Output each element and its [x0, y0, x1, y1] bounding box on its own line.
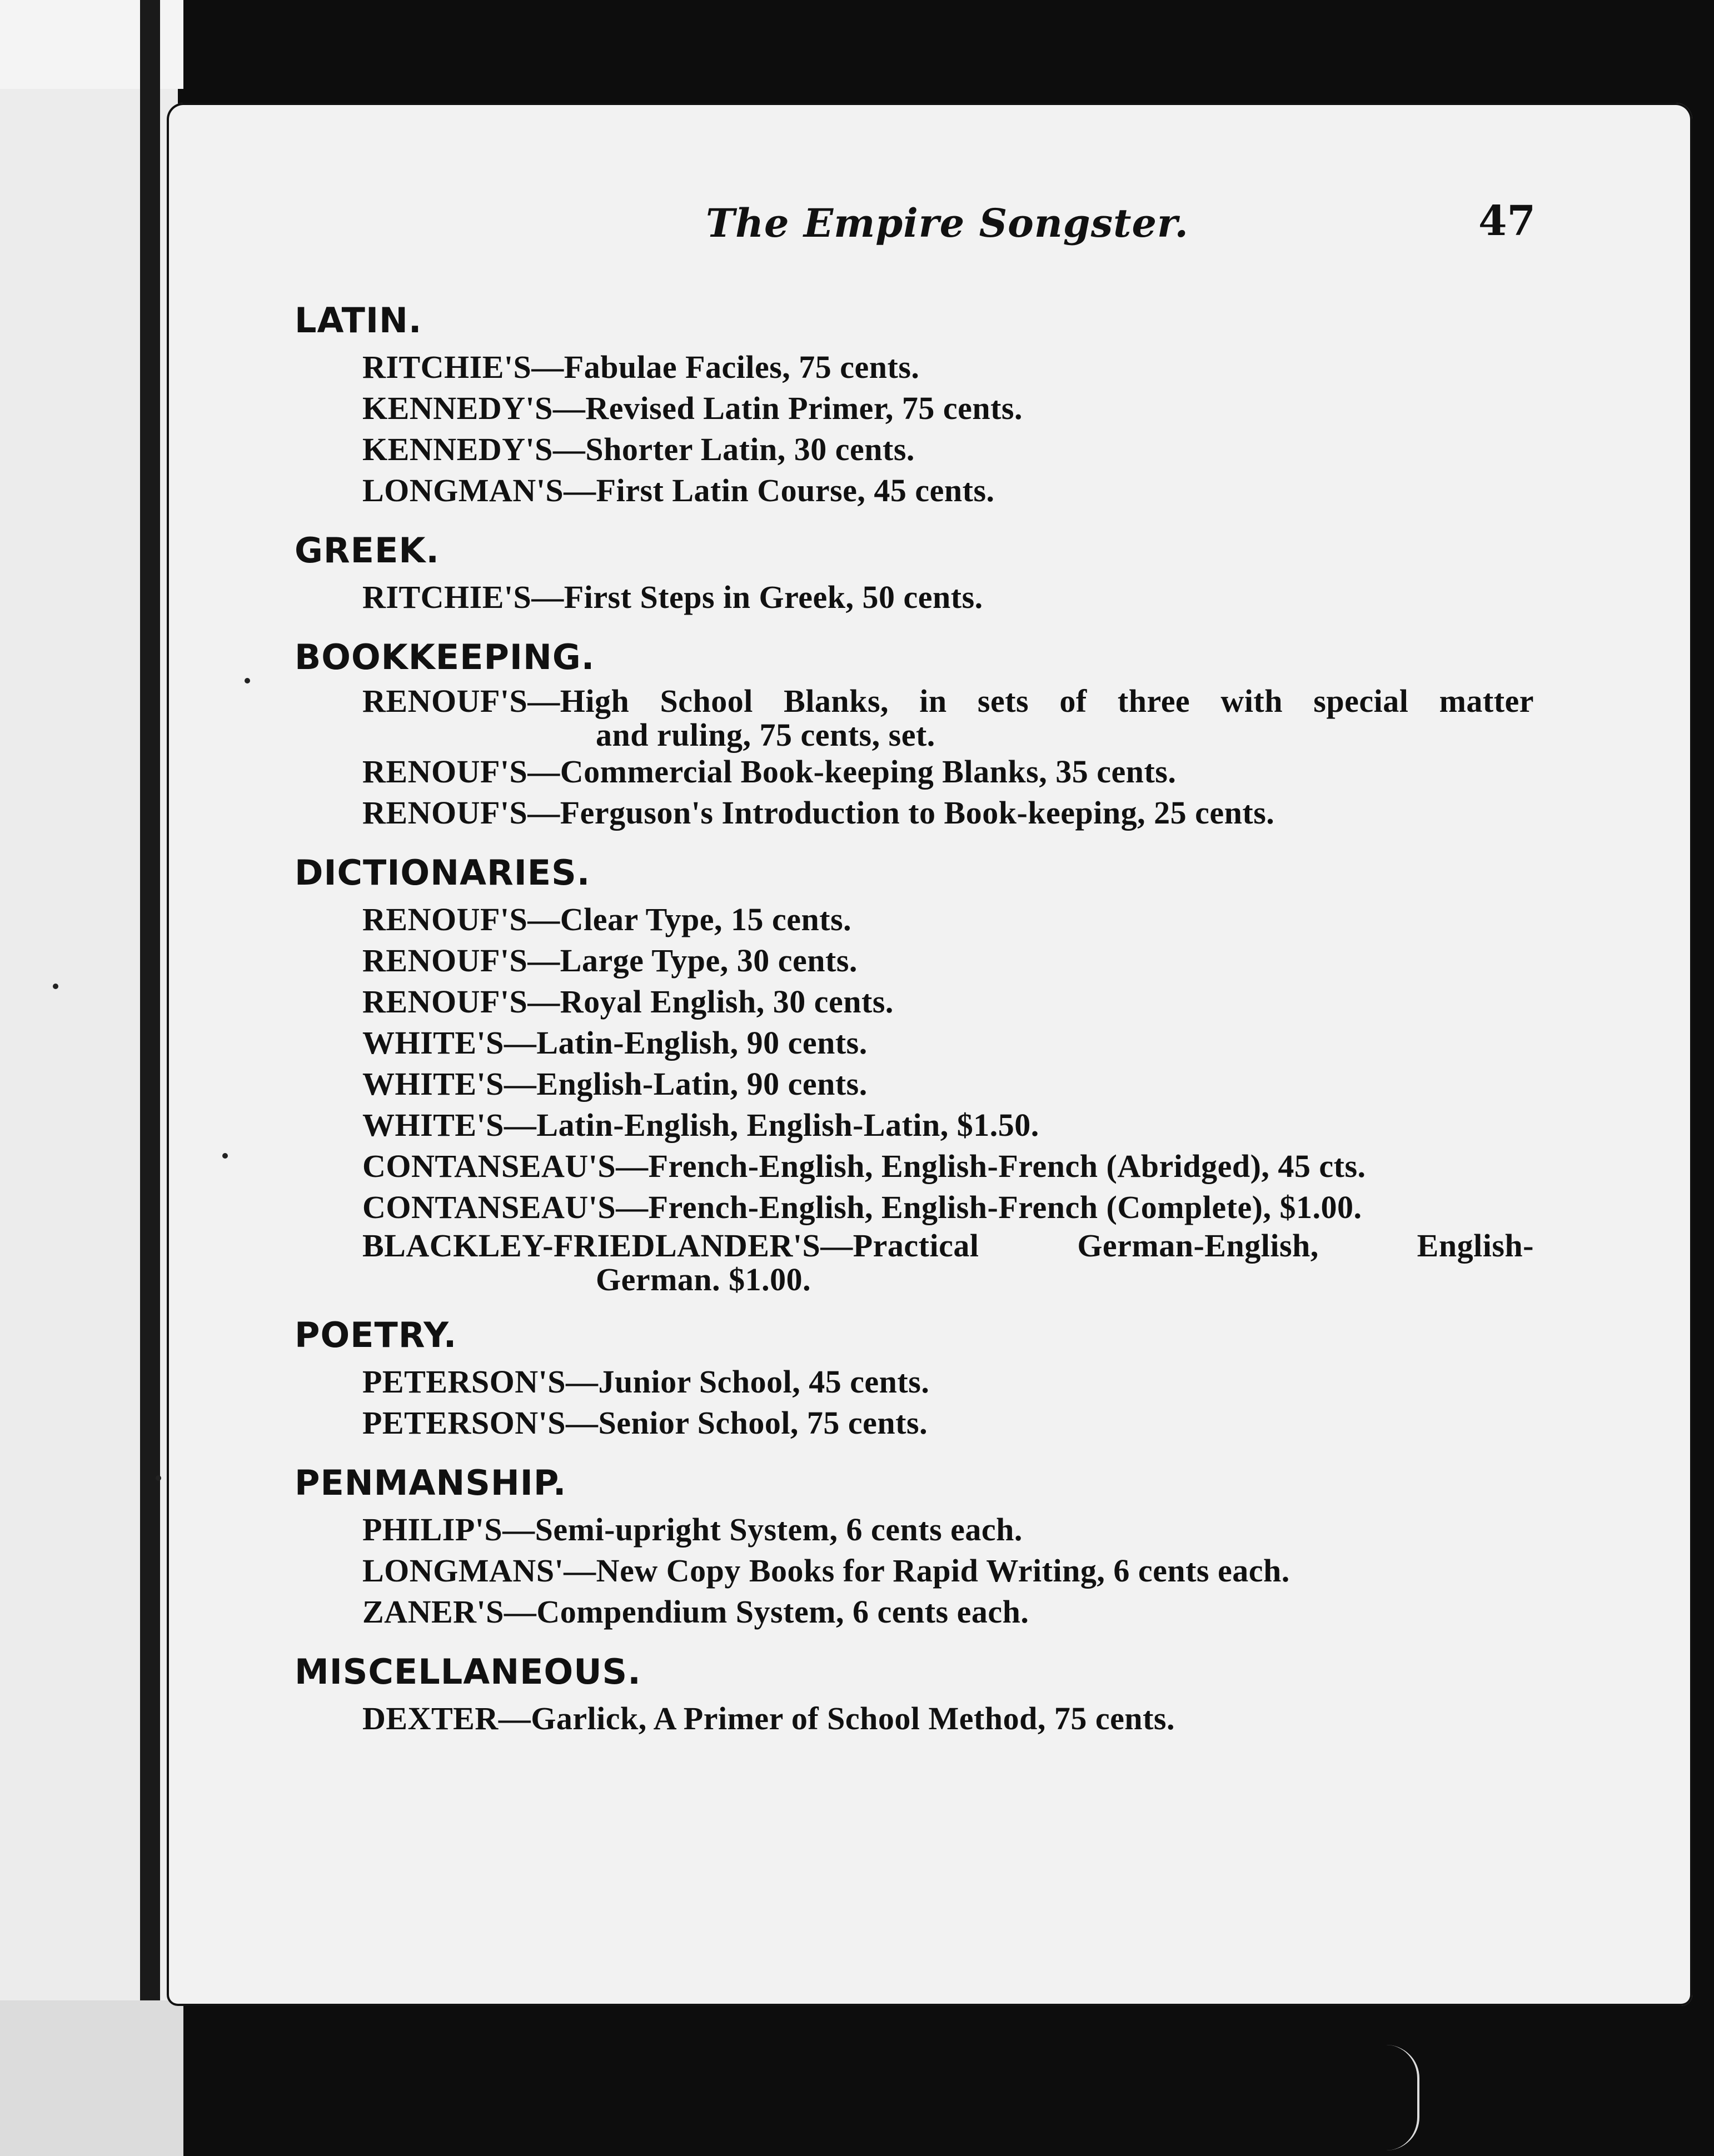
book-entry-continuation: and ruling, 75 cents, set. — [596, 717, 935, 753]
book-entry — [362, 940, 1534, 981]
book-entry-text: WHITE'S—Latin-English, 90 cents. — [362, 1025, 868, 1061]
book-entry — [362, 1187, 1534, 1228]
entry-list — [295, 1698, 1534, 1739]
section-heading: PENMANSHIP. — [295, 1463, 567, 1503]
book-entry — [362, 1228, 1534, 1296]
book-entry — [362, 388, 1534, 429]
book-entry — [362, 899, 1534, 940]
section — [295, 631, 1534, 834]
catalogue-listing — [295, 295, 1534, 1739]
book-entry — [362, 981, 1534, 1022]
book-entry — [362, 1361, 1534, 1403]
speck-mark — [156, 1475, 161, 1481]
section-heading: DICTIONARIES. — [295, 852, 591, 893]
book-entry-text: RENOUF'S—High School Blanks, in sets of three with special matter — [362, 683, 1534, 719]
book-entry-text: KENNEDY'S—Revised Latin Primer, 75 cents. — [362, 390, 1023, 426]
book-entry-text: CONTANSEAU'S—French-English, English-French (Complete), $1.00. — [362, 1189, 1362, 1225]
section-heading: BOOKKEEPING. — [295, 637, 595, 677]
entry-list — [295, 1361, 1534, 1444]
speck-mark — [222, 1153, 228, 1159]
book-entry — [362, 1022, 1534, 1064]
book-entry-text: RENOUF'S—Royal English, 30 cents. — [362, 984, 894, 1020]
book-entry — [362, 1146, 1534, 1187]
section-heading: LATIN. — [295, 300, 422, 341]
book-entry-text: WHITE'S—English-Latin, 90 cents. — [362, 1066, 868, 1102]
entry-list — [295, 683, 1534, 834]
book-entry-text: BLACKLEY-FRIEDLANDER'S—Practical German-English, English- — [362, 1227, 1534, 1264]
running-title: The Empire Songster. — [706, 200, 1189, 246]
book-entry — [362, 1550, 1534, 1591]
book-entry — [362, 1105, 1534, 1146]
section — [295, 847, 1534, 1296]
book-entry-text: PETERSON'S—Senior School, 75 cents. — [362, 1405, 928, 1441]
book-entry-text: WHITE'S—Latin-English, English-Latin, $1.50. — [362, 1107, 1039, 1143]
section-heading: MISCELLANEOUS. — [295, 1651, 641, 1692]
book-entry — [362, 1591, 1534, 1633]
book-entry — [362, 577, 1534, 618]
book-entry — [362, 1064, 1534, 1105]
book-entry — [362, 751, 1534, 792]
speck-mark — [245, 678, 250, 683]
book-entry-text: ZANER'S—Compendium System, 6 cents each. — [362, 1594, 1029, 1630]
book-entry — [362, 347, 1534, 388]
section — [295, 295, 1534, 511]
left-page-bottom — [0, 2000, 183, 2156]
book-entry-text: RITCHIE'S—Fabulae Faciles, 75 cents. — [362, 349, 920, 385]
book-entry-text: RITCHIE'S—First Steps in Greek, 50 cents. — [362, 579, 983, 615]
entry-list — [295, 347, 1534, 511]
entry-list — [295, 1509, 1534, 1633]
book-entry-text: CONTANSEAU'S—French-English, English-French (Abridged), 45 cts. — [362, 1148, 1366, 1184]
book-entry-text: LONGMAN'S—First Latin Course, 45 cents. — [362, 472, 995, 508]
section — [295, 525, 1534, 618]
book-entry-text: PHILIP'S—Semi-upright System, 6 cents each. — [362, 1511, 1023, 1548]
section-heading: GREEK. — [295, 530, 440, 571]
binding-gutter — [140, 0, 160, 2156]
book-entry-continuation: German. $1.00. — [596, 1261, 811, 1297]
book-entry-text: RENOUF'S—Commercial Book-keeping Blanks, 35 cents. — [362, 753, 1177, 790]
book-entry — [362, 1509, 1534, 1550]
section — [295, 1309, 1534, 1444]
entry-list — [295, 577, 1534, 618]
entry-list — [295, 899, 1534, 1296]
section-heading: POETRY. — [295, 1315, 457, 1355]
book-entry-text: RENOUF'S—Clear Type, 15 cents. — [362, 901, 852, 937]
page-curl-mark — [1384, 2045, 1419, 2150]
book-entry-text: DEXTER—Garlick, A Primer of School Method, 75 cents. — [362, 1700, 1175, 1736]
book-entry — [362, 683, 1534, 751]
book-entry-text: LONGMANS'—New Copy Books for Rapid Writing, 6 cents each. — [362, 1553, 1290, 1589]
section — [295, 1457, 1534, 1633]
book-entry — [362, 792, 1534, 834]
left-facing-page-edge — [0, 0, 178, 2156]
book-entry — [362, 470, 1534, 511]
book-entry-text: RENOUF'S—Large Type, 30 cents. — [362, 942, 858, 979]
book-entry-text: PETERSON'S—Junior School, 45 cents. — [362, 1364, 930, 1400]
book-entry — [362, 1698, 1534, 1739]
speck-mark — [53, 984, 58, 989]
section — [295, 1646, 1534, 1739]
book-entry — [362, 429, 1534, 470]
book-entry — [362, 1403, 1534, 1444]
book-entry-text: KENNEDY'S—Shorter Latin, 30 cents. — [362, 431, 915, 467]
page-number: 47 — [1478, 197, 1536, 245]
book-entry-text: RENOUF'S—Ferguson's Introduction to Book-keeping, 25 cents. — [362, 795, 1275, 831]
